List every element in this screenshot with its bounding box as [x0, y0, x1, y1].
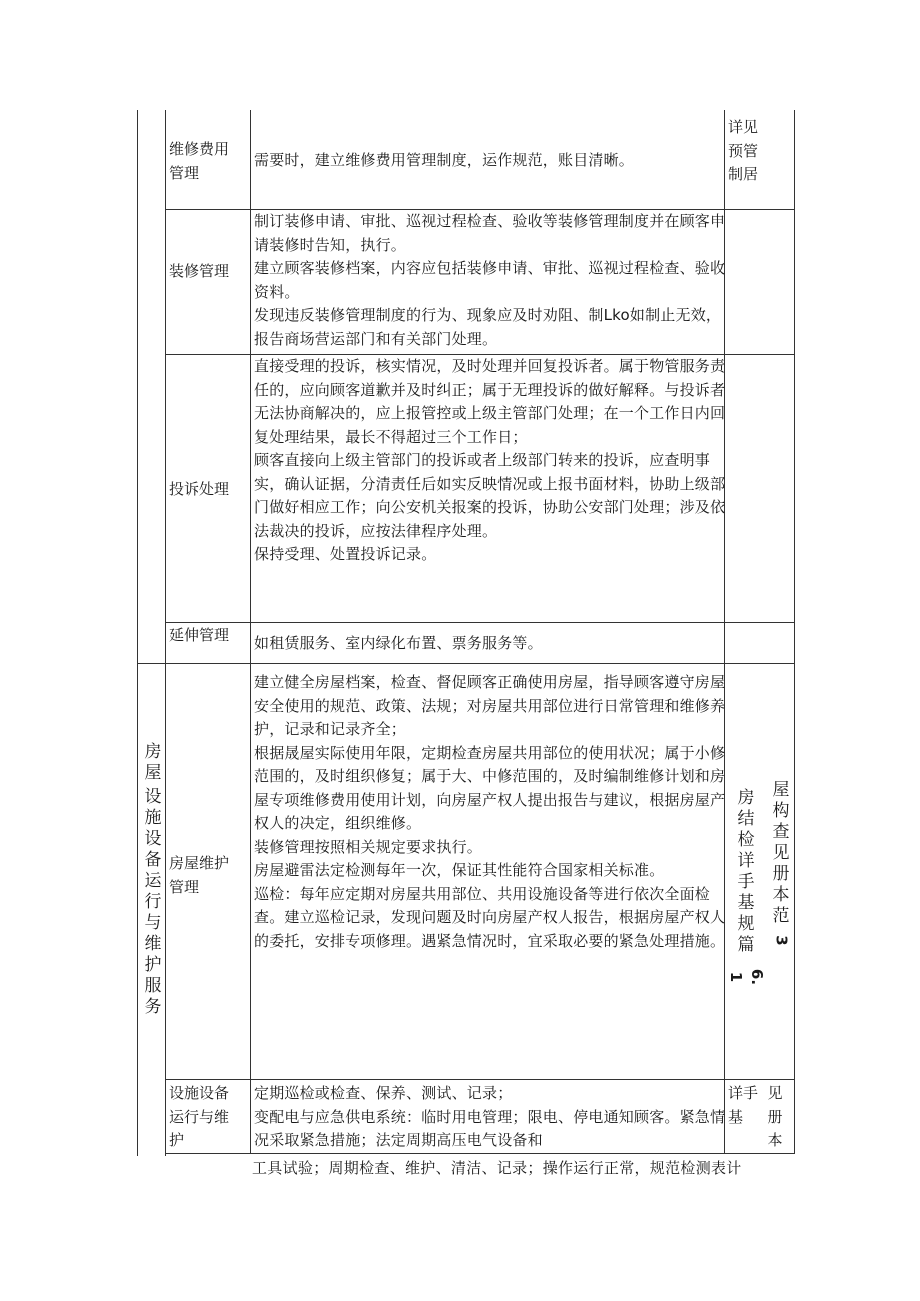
note-line: 本: [767, 1131, 783, 1149]
note-line: 详见: [728, 118, 759, 136]
category-label-rest: 设施设备运行与维护服务: [144, 787, 162, 1017]
content-line: 如租赁服务、室内绿化布置、票务服务等。: [254, 634, 543, 652]
content-para: 保持受理、处置投诉记录。: [254, 545, 437, 563]
row-renovation-content: [254, 210, 726, 351]
note-line: 册: [767, 1107, 783, 1126]
content-para: 巡检：每年应定期对房屋共用部位、共用设施设备等进行依次全面检查。建立巡检记录，发现问题及时向房屋产权人报告，根据房屋产权人的委托，安排专项修理。遇紧急情况时，宜采取必要的紧急处理措施。: [254, 884, 726, 950]
row-house-note-right: 屋构查见册本范: [772, 780, 790, 926]
category-col-border: [165, 110, 166, 1156]
content-para: 制订装修申请、审批、巡视过程检查、验收等装修管理制度并在顾客申请装修时告知，执行。: [254, 212, 726, 254]
content-para: 变配电与应急供电系统：临时用电管理；限电、停电通知顾客。紧急情况采取紧急措施；法定周期高压电气设备和: [254, 1107, 726, 1149]
row-maintenance-fee-note: [728, 116, 778, 187]
content-para: 发现违反装修管理制度的行为、现象应及时劝阻、制Lko如制止无效，报告商场营运部门和有关部门处理。: [254, 306, 722, 348]
row-complaint-content: [254, 355, 726, 567]
item-col-border: [250, 110, 251, 1153]
row-house-content: [254, 671, 726, 953]
row-facility-note-left: [728, 1082, 758, 1129]
row-sep-4: [137, 663, 795, 664]
row-facility-item: 设施设备运行与维护: [169, 1084, 230, 1149]
row-complaint-item: 投诉处理: [169, 480, 230, 498]
row-sep-5: [165, 1079, 795, 1080]
row-house-note-right-num: [771, 931, 792, 951]
note-line: 制居: [728, 165, 759, 183]
content-para: 顾客直接向上级主管部门的投诉或者上级部门转来的投诉，应查明事实，确认证据，分清责任后如实反映情况或上报书面材料，协助上级部门做好相应工作；向公安机关报案的投诉，协助公安部门处理；涉及依法裁决的投诉，应按法律程序处理。: [254, 451, 726, 540]
content-para: 直接受理的投诉，核实情况，及时处理并回复投诉者。属于物管服务责任的，应向顾客道歉并及时纠正；属于无理投诉的做好解释。与投诉者无法协商解决的，应上报管控或上级主管部门处理；在一个工作日内回复处理结果，最长不得超过三个工作日；: [254, 357, 726, 446]
note-line: 基: [728, 1107, 744, 1126]
table-left-border: [137, 110, 138, 1156]
note-line: 预管: [728, 141, 759, 160]
row-house-item: 房屋维护管理: [169, 854, 230, 896]
row-extension-item: 延伸管理: [169, 626, 230, 644]
trailing-text: 工具试验；周期检查、维护、清洁、记录；操作运行正常，规范检测表计: [252, 1159, 742, 1177]
row-facility-note-right: [763, 1082, 787, 1153]
content-para: 定期巡检或检查、保养、测试、记录；: [254, 1084, 513, 1102]
row-maintenance-fee-item: 维修费用管理: [169, 140, 230, 182]
content-para: 根据晟屋实际使用年限，定期检查房屋共用部位的使用状况；属于小修范围的，及时组织修复；属于大、中修范围的，及时编制维修计划和房屋专项维修费用使用计划，向房屋产权人提出报告与建议，根据房屋产权人的决定，组织维修。: [254, 743, 726, 832]
row-facility-content: [254, 1082, 726, 1153]
note-number: 3: [772, 935, 791, 946]
row-house-note-left: 房结检详手基规篇: [737, 788, 755, 955]
row-house-note-left-num: [725, 967, 767, 987]
note-line: 见: [767, 1084, 783, 1102]
content-para: 房屋避雷法定检测每年一次，保证其性能符合国家相关标准。: [254, 861, 665, 879]
table-right-border: [794, 110, 795, 1153]
row-extension-content: [254, 632, 726, 656]
row-maintenance-fee-content: [254, 149, 726, 173]
note-number: 6.1: [727, 968, 766, 986]
note-line: 详手: [728, 1084, 759, 1102]
content-para: 建立健全房屋档案，检查、督促顾客正确使用房屋，指导顾客遵守房屋安全使用的规范、政策、法规；对房屋共用部位进行日常管理和维修养护，记录和记录齐全；: [254, 673, 726, 738]
row-sep-6: [165, 1153, 795, 1154]
row-renovation-item: 装修管理: [169, 262, 230, 280]
content-para: 建立顾客装修档案，内容应包括装修申请、审批、巡视过程检查、验收资料。: [254, 259, 726, 301]
row-sep-3: [165, 622, 795, 623]
content-line: 需要时，建立维修费用管理制度，运作规范，账目清晰。: [254, 151, 635, 169]
category-label-top: 房屋: [144, 742, 162, 783]
content-para: 装修管理按照相关规定要求执行。: [254, 837, 483, 856]
